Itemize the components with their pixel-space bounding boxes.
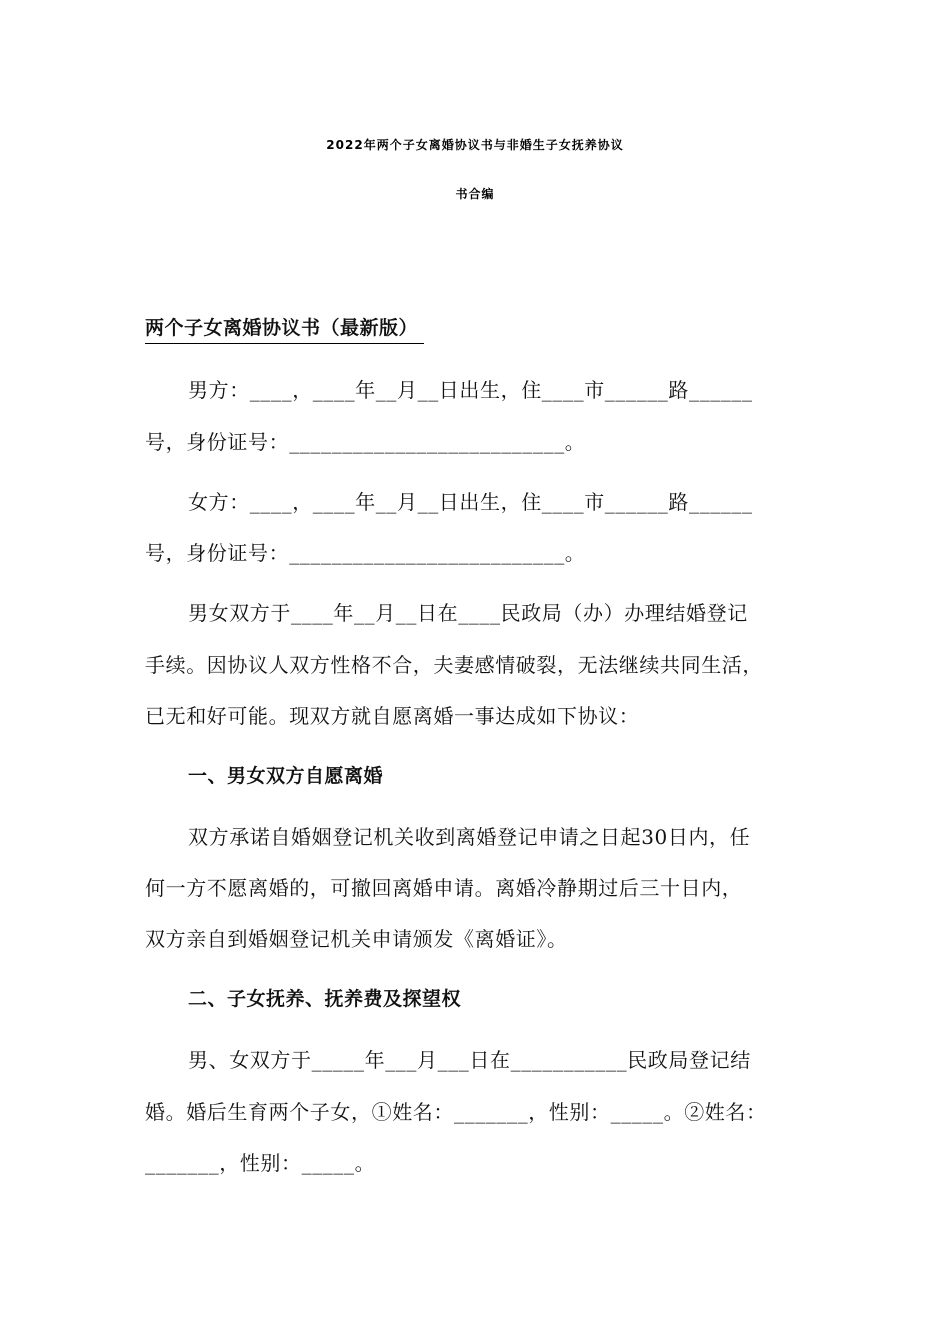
male-party-line-1: 男方：____，____年__月__日出生，住____市______路______	[188, 378, 753, 402]
intro-line-1: 男女双方于____年__月__日在____民政局（办）办理结婚登记	[188, 601, 748, 625]
section-2-line-3: _______，性别：_____。	[145, 1151, 376, 1175]
section-1-line-3: 双方亲自到婚姻登记机关申请颁发《离婚证》。	[145, 927, 568, 951]
section-2-line-2: 婚。婚后生育两个子女，①姓名：_______，性别：_____。②姓名：	[145, 1100, 767, 1124]
section-1-heading: 一、男女双方自愿离婚	[188, 765, 384, 787]
female-party-line-2: 号，身份证号：__________________________。	[145, 541, 586, 565]
female-party-line-1: 女方：____，____年__月__日出生，住____市______路______	[188, 490, 753, 514]
section-1-line-2: 何一方不愿离婚的，可撤回离婚申请。离婚冷静期过后三十日内，	[145, 876, 743, 900]
section-2-heading: 二、子女抚养、抚养费及探望权	[188, 988, 462, 1010]
section-subtitle: 两个子女离婚协议书（最新版）	[145, 313, 424, 344]
document-title-line-2: 书合编	[455, 187, 495, 201]
section-1-line-1: 双方承诺自婚姻登记机关收到离婚登记申请之日起30日内，任	[188, 825, 751, 849]
section-2-line-1: 男、女双方于_____年___月___日在___________民政局登记结	[188, 1048, 751, 1072]
intro-line-2: 手续。因协议人双方性格不合，夫妻感情破裂，无法继续共同生活，	[145, 653, 763, 677]
intro-line-3: 已无和好可能。现双方就自愿离婚一事达成如下协议：	[145, 704, 640, 728]
male-party-line-2: 号，身份证号：__________________________。	[145, 430, 586, 454]
document-title-line-1: 2022年两个子女离婚协议书与非婚生子女抚养协议	[326, 138, 624, 152]
